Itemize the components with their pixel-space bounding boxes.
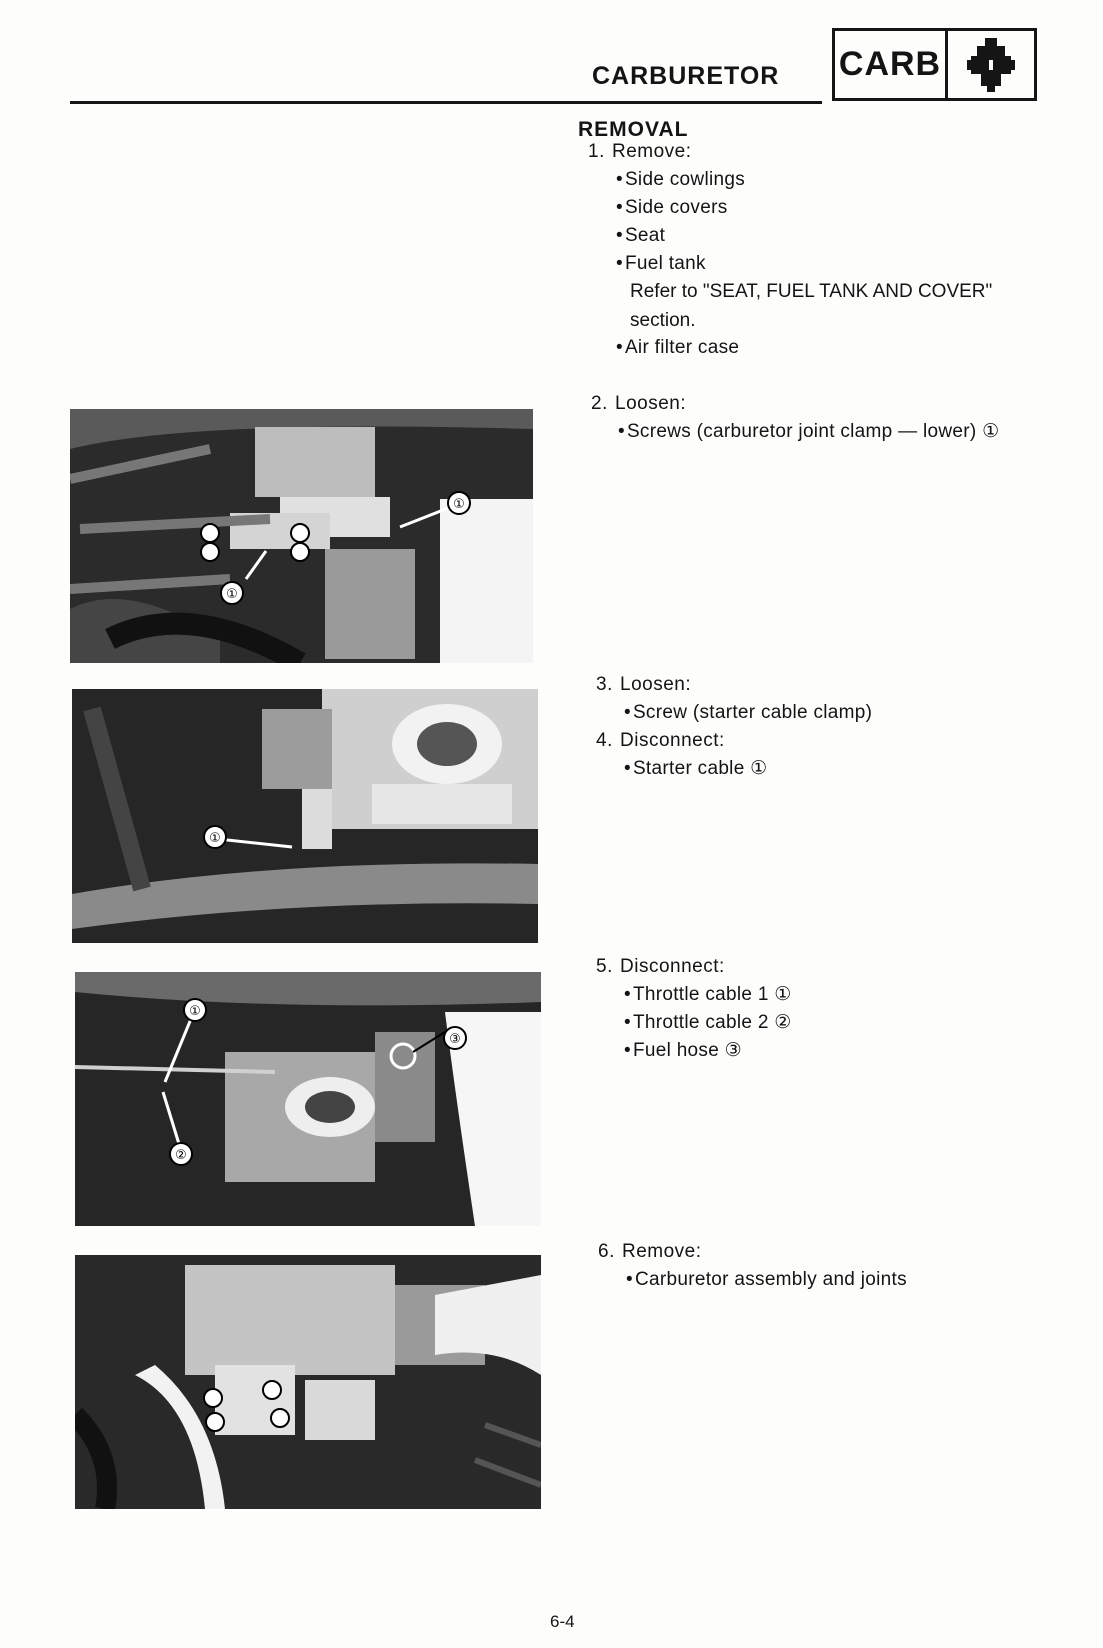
- step-action: Disconnect:: [620, 956, 725, 977]
- callout-1: ①: [209, 831, 221, 846]
- carburetor-assembly-photo: [75, 1255, 541, 1509]
- step-number: 3.: [596, 674, 613, 695]
- page-number: 6-4: [550, 1612, 575, 1631]
- step-1: [588, 138, 692, 166]
- step-item: • Air filter case: [616, 334, 739, 362]
- carburetor-joint-clamp-photo: [70, 409, 533, 663]
- step-number: 4.: [596, 730, 613, 751]
- callout-1: ①: [226, 587, 238, 602]
- page-title: CARBURETOR: [592, 62, 780, 90]
- throttle-cable-fuel-hose-photo: [75, 972, 541, 1226]
- step-number: 6.: [598, 1241, 615, 1262]
- carburetor-icon: [948, 31, 1034, 98]
- step-item: • Fuel tank: [616, 250, 706, 278]
- step-action: Disconnect:: [620, 730, 725, 751]
- step-item: • Seat: [616, 222, 665, 250]
- step-number: 1.: [588, 141, 605, 162]
- reference-note: Refer to "SEAT, FUEL TANK AND COVER": [630, 281, 993, 302]
- step-item: • Starter cable ①: [624, 755, 767, 783]
- step-3: [596, 671, 691, 699]
- section-tab-label: CARB: [835, 31, 948, 98]
- step-item: • Screw (starter cable clamp): [624, 699, 872, 727]
- step-item: • Screws (carburetor joint clamp — lower) ①: [618, 418, 999, 446]
- section-tab: [832, 28, 1037, 101]
- callout-2: ②: [175, 1148, 187, 1163]
- step-number: 2.: [591, 393, 608, 414]
- step-4: [596, 727, 725, 755]
- step-6: [598, 1238, 702, 1266]
- step-item: • Fuel hose ③: [624, 1037, 742, 1065]
- step-item: • Side cowlings: [616, 166, 745, 194]
- callout-1: ①: [453, 497, 465, 512]
- step-action: Remove:: [622, 1241, 702, 1262]
- step-item: • Throttle cable 2 ②: [624, 1009, 792, 1037]
- reference-note-continued: section.: [630, 310, 696, 331]
- step-item: • Carburetor assembly and joints: [626, 1266, 907, 1294]
- step-5: [596, 953, 725, 981]
- step-number: 5.: [596, 956, 613, 977]
- step-action: Loosen:: [615, 393, 687, 414]
- callout-1: ①: [189, 1004, 201, 1019]
- section-heading: REMOVAL: [578, 118, 689, 141]
- starter-cable-clamp-photo: [72, 689, 538, 943]
- step-action: Loosen:: [620, 674, 692, 695]
- step-2: [591, 390, 686, 418]
- callout-3: ③: [449, 1032, 461, 1047]
- step-item: • Throttle cable 1 ①: [624, 981, 792, 1009]
- header-rule: [70, 101, 822, 104]
- step-item: • Side covers: [616, 194, 728, 222]
- step-action: Remove:: [612, 141, 692, 162]
